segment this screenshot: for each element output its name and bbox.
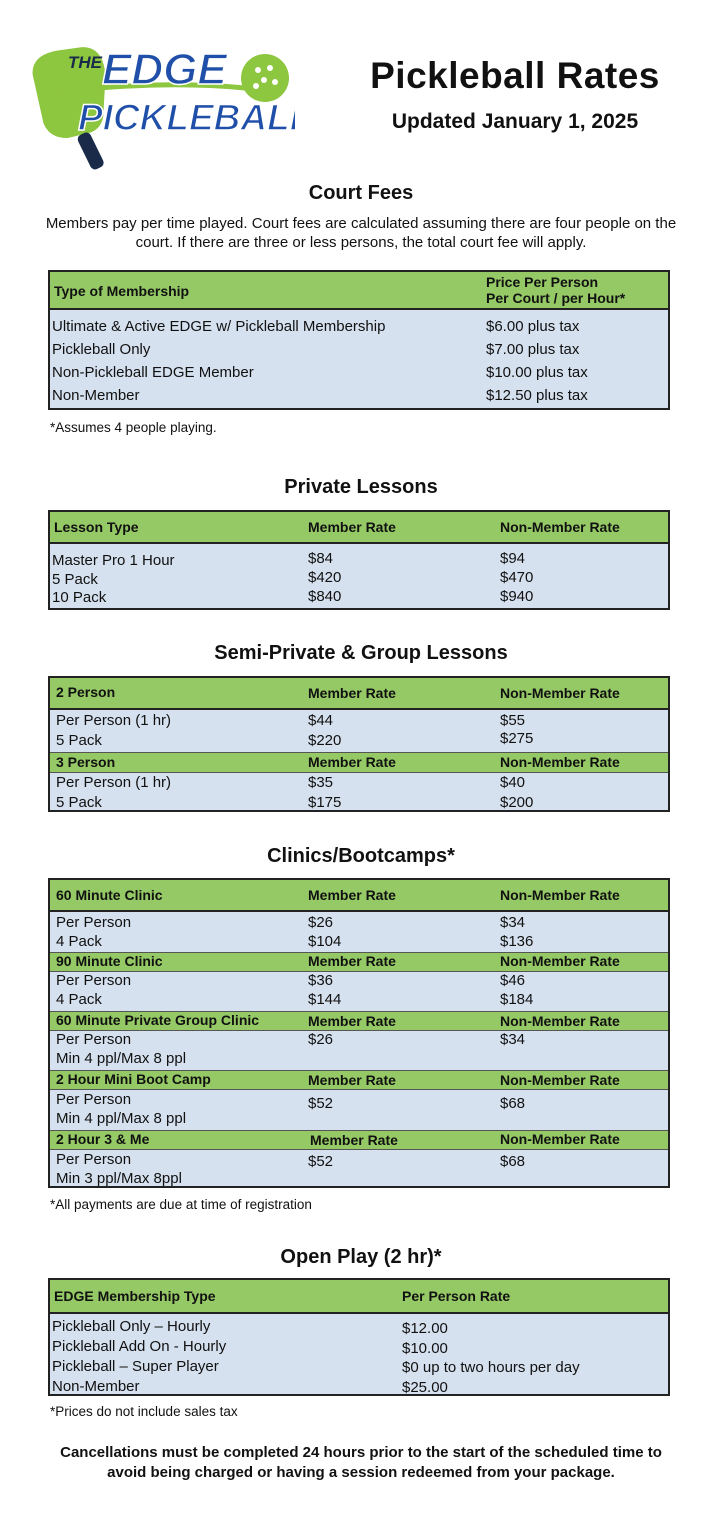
membership-type: Non-Member <box>52 387 140 404</box>
header-lesson-type: Lesson Type <box>54 519 139 535</box>
court-fees-title: Court Fees <box>308 182 414 204</box>
member-rate: $175 <box>308 794 342 811</box>
per-person-rate: $25.00 <box>402 1379 448 1396</box>
non-member-rate: $470 <box>500 569 534 586</box>
member-rate: $26 <box>308 914 334 931</box>
member-rate: $44 <box>308 712 334 729</box>
court-fees-table <box>48 270 670 410</box>
membership-type: Pickleball Only <box>52 341 151 358</box>
private-lessons-title: Private Lessons <box>284 476 438 498</box>
table-header <box>50 272 668 310</box>
clinic-type: Min 4 ppl/Max 8 ppl <box>56 1050 187 1067</box>
group-header <box>50 752 668 773</box>
header-price-line2: Per Court / per Hour* <box>486 290 626 306</box>
non-member-rate: $46 <box>500 972 526 989</box>
member-rate: $420 <box>308 569 342 586</box>
open-play-table <box>48 1278 670 1396</box>
per-person-rate: $0 up to two hours per day <box>402 1359 580 1376</box>
member-rate: $840 <box>308 588 342 605</box>
non-member-rate: $136 <box>500 933 534 950</box>
header-non-member-rate: Non-Member Rate <box>500 953 620 969</box>
member-rate: $26 <box>308 1031 334 1048</box>
non-member-rate: $55 <box>500 712 526 729</box>
group-header <box>50 1130 668 1150</box>
clinic-type: Min 4 ppl/Max 8 ppl <box>56 1110 187 1127</box>
header-non-member-rate: Non-Member Rate <box>500 1072 620 1088</box>
membership-type: Pickleball – Super Player <box>52 1358 219 1375</box>
lesson-type: 5 Pack <box>52 571 98 588</box>
header-non-member-rate: Non-Member Rate <box>500 1131 620 1147</box>
clinic-type: Per Person <box>56 1031 132 1048</box>
lesson-type: Per Person (1 hr) <box>56 712 172 729</box>
per-person-rate: $10.00 <box>402 1340 448 1357</box>
membership-type: Pickleball Only – Hourly <box>52 1318 211 1335</box>
clinics-note: *All payments are due at time of registration <box>50 1197 312 1212</box>
header-member-rate: Member Rate <box>308 1013 396 1029</box>
clinic-type: Per Person <box>56 1091 132 1108</box>
non-member-rate: $940 <box>500 588 534 605</box>
group-name: 3 Person <box>56 754 116 770</box>
member-rate: $36 <box>308 972 334 989</box>
group-header <box>50 880 668 912</box>
logo-pickleball-text: PICKLEBALL <box>78 97 295 138</box>
cancellation-policy: Cancellations must be completed 24 hours prior to the start of the scheduled time to avoid being charged or having a session redeemed from your package. <box>60 1444 662 1481</box>
clinic-type: 4 Pack <box>56 991 102 1008</box>
open-play-note: *Prices do not include sales tax <box>50 1404 238 1419</box>
membership-type: Non-Pickleball EDGE Member <box>52 364 254 381</box>
group-header <box>50 1070 668 1090</box>
logo-the-text: THE <box>68 53 102 72</box>
group-name: 90 Minute Clinic <box>56 953 163 969</box>
group-header <box>50 952 668 972</box>
member-rate: $220 <box>308 732 342 749</box>
header-per-person-rate: Per Person Rate <box>402 1288 511 1304</box>
table-header <box>50 512 668 544</box>
clinic-type: Per Person <box>56 914 132 931</box>
header-membership-type: EDGE Membership Type <box>54 1288 216 1304</box>
lesson-type: 5 Pack <box>56 732 102 749</box>
group-header <box>50 678 668 710</box>
header-non-member-rate: Non-Member Rate <box>500 887 620 903</box>
court-fees-intro: Members pay per time played. Court fees are calculated assuming there are four people on the court. If there are three or less persons, the total court fee will apply. <box>45 215 677 251</box>
header-member-rate: Member Rate <box>308 887 396 903</box>
header-non-member-rate: Non-Member Rate <box>500 1013 620 1029</box>
non-member-rate: $275 <box>500 730 534 747</box>
logo-edge-text: EDGE <box>102 45 227 94</box>
per-person-rate: $12.00 <box>402 1320 448 1337</box>
non-member-rate: $40 <box>500 774 526 791</box>
semi-private-table <box>48 676 670 812</box>
member-rate: $104 <box>308 933 342 950</box>
edge-pickleball-logo <box>20 40 295 175</box>
membership-type: Pickleball Add On - Hourly <box>52 1338 227 1355</box>
header-member-rate: Member Rate <box>308 1072 396 1088</box>
header-member-rate: Member Rate <box>308 685 396 701</box>
header-non-member-rate: Non-Member Rate <box>500 685 620 701</box>
table-header <box>50 1280 668 1314</box>
header-non-member-rate: Non-Member Rate <box>500 754 620 770</box>
clinic-type: 4 Pack <box>56 933 102 950</box>
semi-private-title: Semi-Private & Group Lessons <box>214 642 508 664</box>
non-member-rate: $94 <box>500 550 526 567</box>
clinics-title: Clinics/Bootcamps* <box>267 845 455 867</box>
non-member-rate: $200 <box>500 794 534 811</box>
membership-type: Ultimate & Active EDGE w/ Pickleball Membership <box>52 318 386 335</box>
header-price-line1: Price Per Person <box>486 274 599 290</box>
header-member-rate: Member Rate <box>308 519 396 535</box>
lesson-type: 5 Pack <box>56 794 102 811</box>
clinic-type: Per Person <box>56 1151 132 1168</box>
member-rate: $52 <box>308 1153 334 1170</box>
header-member-rate: Member Rate <box>308 754 396 770</box>
price: $7.00 plus tax <box>486 341 580 358</box>
group-name: 2 Hour Mini Boot Camp <box>56 1071 211 1087</box>
non-member-rate: $34 <box>500 1031 526 1048</box>
membership-type: Non-Member <box>52 1378 140 1395</box>
updated-date: Updated January 1, 2025 <box>391 110 639 133</box>
header-member-rate: Member Rate <box>308 953 396 969</box>
non-member-rate: $68 <box>500 1153 526 1170</box>
group-name: 2 Hour 3 & Me <box>56 1131 150 1147</box>
member-rate: $144 <box>308 991 342 1008</box>
group-name: 2 Person <box>56 684 116 700</box>
lesson-type: Master Pro 1 Hour <box>52 552 175 569</box>
member-rate: $52 <box>308 1095 334 1112</box>
page-title: Pickleball Rates <box>370 55 660 96</box>
group-name: 60 Minute Private Group Clinic <box>56 1012 260 1028</box>
header-type: Type of Membership <box>54 283 190 299</box>
price: $6.00 plus tax <box>486 318 580 335</box>
member-rate: $84 <box>308 550 334 567</box>
open-play-title: Open Play (2 hr)* <box>280 1246 442 1268</box>
price: $10.00 plus tax <box>486 364 588 381</box>
non-member-rate: $68 <box>500 1095 526 1112</box>
price: $12.50 plus tax <box>486 387 588 404</box>
court-fees-note: *Assumes 4 people playing. <box>50 420 217 435</box>
header-member-rate: Member Rate <box>310 1132 398 1148</box>
private-lessons-table <box>48 510 670 610</box>
clinic-type: Min 3 ppl/Max 8ppl <box>56 1170 182 1187</box>
lesson-type: 10 Pack <box>52 589 107 606</box>
clinic-type: Per Person <box>56 972 132 989</box>
clinics-table <box>48 878 670 1188</box>
non-member-rate: $34 <box>500 914 526 931</box>
member-rate: $35 <box>308 774 334 791</box>
lesson-type: Per Person (1 hr) <box>56 774 172 791</box>
non-member-rate: $184 <box>500 991 534 1008</box>
header-non-member-rate: Non-Member Rate <box>500 519 620 535</box>
group-name: 60 Minute Clinic <box>56 887 163 903</box>
group-header <box>50 1011 668 1031</box>
